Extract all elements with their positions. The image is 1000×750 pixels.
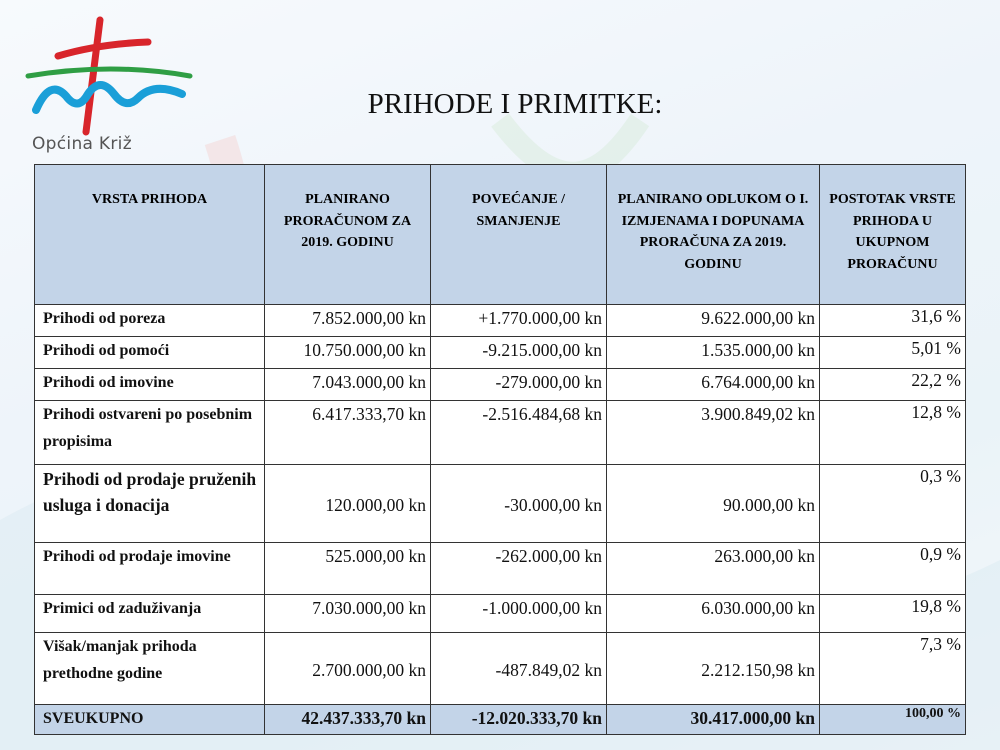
row-revised: 6.030.000,00 kn [607, 595, 820, 633]
row-revised: 9.622.000,00 kn [607, 305, 820, 337]
row-revised: 90.000,00 kn [607, 465, 820, 543]
row-revised: 6.764.000,00 kn [607, 369, 820, 401]
total-percent: 100,00 % [820, 705, 966, 735]
total-revised: 30.417.000,00 kn [607, 705, 820, 735]
table-header-row [35, 165, 966, 305]
row-planned: 2.700.000,00 kn [265, 633, 431, 705]
row-change: -2.516.484,68 kn [431, 401, 607, 465]
header-planned-budget: PLANIRANO PRORAČUNOM ZA 2019. GODINU [265, 165, 431, 305]
row-label: Primici od zaduživanja [35, 595, 265, 633]
row-planned: 6.417.333,70 kn [265, 401, 431, 465]
row-planned: 525.000,00 kn [265, 543, 431, 595]
table-row [35, 595, 966, 633]
row-change: -262.000,00 kn [431, 543, 607, 595]
row-label: Prihodi od pomoći [35, 337, 265, 369]
row-percent: 12,8 % [820, 401, 966, 465]
row-percent: 22,2 % [820, 369, 966, 401]
row-change: -279.000,00 kn [431, 369, 607, 401]
row-planned: 10.750.000,00 kn [265, 337, 431, 369]
row-label: Prihodi ostvareni po posebnim propisima [35, 401, 265, 465]
page-title: PRIHODE I PRIMITKE: [367, 88, 663, 120]
row-label: Prihodi od prodaje imovine [35, 543, 265, 595]
total-label: SVEUKUPNO [35, 705, 265, 735]
row-label: Višak/manjak prihoda prethodne godine [35, 633, 265, 705]
row-revised: 1.535.000,00 kn [607, 337, 820, 369]
row-percent: 5,01 % [820, 337, 966, 369]
row-percent: 7,3 % [820, 633, 966, 705]
total-row [35, 705, 966, 735]
header-change: POVEĆANJE / SMANJENJE [431, 165, 607, 305]
row-change: -9.215.000,00 kn [431, 337, 607, 369]
row-label: Prihodi od imovine [35, 369, 265, 401]
row-percent: 0,3 % [820, 465, 966, 543]
table-row [35, 305, 966, 337]
row-revised: 263.000,00 kn [607, 543, 820, 595]
table-row [35, 369, 966, 401]
row-change: +1.770.000,00 kn [431, 305, 607, 337]
row-change: -1.000.000,00 kn [431, 595, 607, 633]
row-planned: 120.000,00 kn [265, 465, 431, 543]
header-percent-share: POSTOTAK VRSTE PRIHODA U UKUPNOM PRORAČUNU [820, 165, 966, 305]
revenue-table [34, 164, 966, 735]
row-label: Prihodi od poreza [35, 305, 265, 337]
row-planned: 7.043.000,00 kn [265, 369, 431, 401]
total-planned: 42.437.333,70 kn [265, 705, 431, 735]
row-revised: 2.212.150,98 kn [607, 633, 820, 705]
row-change: -487.849,02 kn [431, 633, 607, 705]
table-row [35, 337, 966, 369]
row-planned: 7.030.000,00 kn [265, 595, 431, 633]
table-row [35, 465, 966, 543]
row-change: -30.000,00 kn [431, 465, 607, 543]
row-percent: 0,9 % [820, 543, 966, 595]
table-row [35, 401, 966, 465]
table-row [35, 633, 966, 705]
row-revised: 3.900.849,02 kn [607, 401, 820, 465]
row-percent: 19,8 % [820, 595, 966, 633]
row-label: Prihodi od prodaje pruženih usluga i donacija [35, 465, 265, 543]
total-change: -12.020.333,70 kn [431, 705, 607, 735]
header-revised-budget: PLANIRANO ODLUKOM O I. IZMJENAMA I DOPUNAMA PRORAČUNA ZA 2019. GODINU [607, 165, 820, 305]
header-revenue-type: VRSTA PRIHODA [35, 165, 265, 305]
municipality-name: Općina Križ [32, 134, 132, 154]
table-row [35, 543, 966, 595]
row-percent: 31,6 % [820, 305, 966, 337]
row-planned: 7.852.000,00 kn [265, 305, 431, 337]
